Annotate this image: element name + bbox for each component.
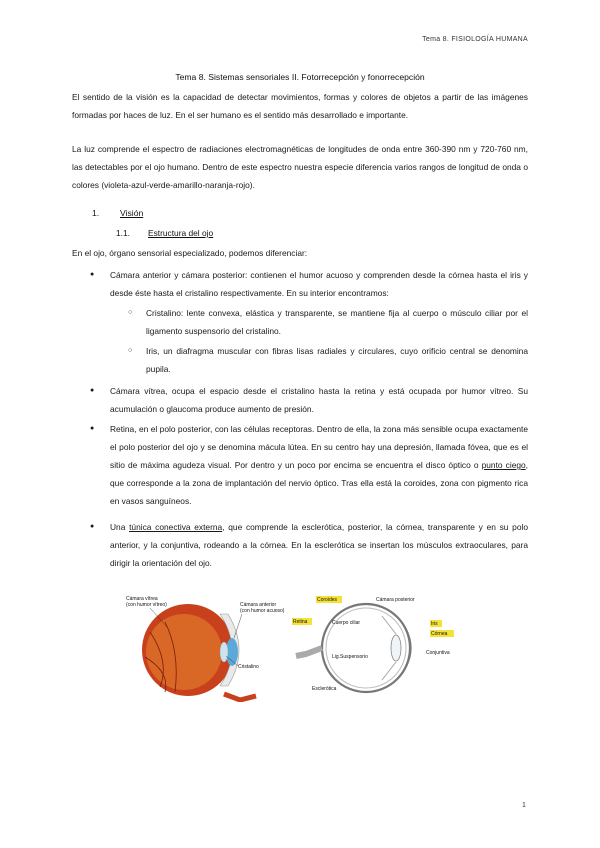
right-labels (292, 596, 454, 692)
label-cristalino: Cristalino (238, 664, 259, 670)
paragraph-vision: El sentido de la visión es la capacidad de detectar movimientos, formas y colores de objetos a partir de las imágenes formadas por haces de luz. En el ser humano es el sentido más desarrollado e importante. (72, 92, 528, 120)
retina-text-b: , que corresponde a la zona de implantación del nervio óptico. Tras ella está la coroides, zona con pigmento rica en vasos sanguíneos. (110, 460, 528, 506)
vitreous-shading (146, 614, 222, 690)
lens-schematic (391, 635, 401, 661)
label-anterior-1: Cámara anterior (240, 602, 277, 608)
intro-text: En el ojo, órgano sensorial especializado, podemos diferenciar: (72, 248, 308, 258)
subsection-number: 1.1. (116, 228, 130, 238)
punto-ciego-term: punto ciego (481, 460, 526, 470)
label-conjuntiva: Conjuntiva (426, 650, 450, 656)
subsection-label: Estructura del ojo (148, 228, 214, 238)
list-item-cristalino: ○ Cristalino: lente convexa, elástica y transparente, se mantiene fija al cuerpo o músculo ciliar por el ligamento suspensorio del cristalino. (146, 304, 528, 340)
tunica-term: túnica conectiva externa (129, 522, 223, 532)
list-item-camaras: ● Cámara anterior y cámara posterior: contienen el humor acuoso y comprenden desde la córnea hasta el iris y desde éste hasta el cristalino respectivamente. En su interior encontramos: (110, 266, 528, 302)
list-item-vitrea: ● Cámara vítrea, ocupa el espacio desde el cristalino hasta la retina y está ocupada por humor vítreo. Su acumulación o glaucoma produce aumento de presión. (110, 382, 528, 418)
label-retina: Retina (293, 619, 308, 625)
label-cuerpo-ciliar: Cuerpo ciliar (332, 620, 361, 626)
section-number: 1. (92, 208, 100, 218)
label-lig-suspensorio: Lig.Suspensorio (332, 654, 368, 660)
label-cornea: Córnea (431, 631, 448, 637)
label-iris: Iris (431, 621, 438, 627)
label-anterior-2: (con humor acuoso) (240, 608, 285, 614)
paragraph-luz: La luz comprende el espectro de radiaciones electromagnéticas de longitudes de onda entre 360-390 nm y 720-760 nm, las detectables por el ojo humano. Dentro de este espectro nuestra especie diferencia varios rangos de longitud de onda o colores (violeta-azul-verde-amarillo-naranja-rojo). (72, 144, 528, 190)
retina-text-a: Retina, en el polo posterior, con las células receptoras. Dentro de ella, la zona más sensible ocupa exactamente el polo posterior del ojo y se denomina mácula lútea. En su centro hay una depresión, llamada fóvea, que es el sitio de máxima agudeza visual. Por dentro y un poco por encima se encuentra el disco óptico o (110, 424, 528, 470)
label-camara-posterior: Cámara posterior (376, 597, 415, 603)
label-coroides: Coroides (317, 597, 338, 603)
optic-nerve-schematic (296, 648, 322, 656)
optic-nerve (224, 694, 256, 700)
page-number: 1 (522, 802, 526, 809)
leader-anterior (234, 614, 242, 638)
page-title: Tema 8. Sistemas sensoriales II. Fotorrecepción y fonorrecepción (175, 72, 425, 82)
tunica-text-a: Una (110, 522, 130, 532)
label-vitrea-2: (con humor vítreo) (126, 602, 167, 608)
label-vitrea-1: Cámara vítrea (126, 596, 158, 602)
list-item-retina (110, 420, 528, 510)
page-header: Tema 8. FISIOLOGÍA HUMANA (422, 36, 528, 43)
eye-anatomy-figure (120, 592, 460, 702)
label-esclerotica: Esclerótica (312, 686, 337, 692)
section-heading (92, 208, 143, 218)
subsection-heading (116, 228, 213, 238)
eye-schematic-right (296, 604, 411, 692)
list-item-iris: ○ Iris, un diafragma muscular con fibras lisas radiales y circulares, cuyo orificio central se denomina pupila. (146, 342, 528, 378)
list-item-tunica (110, 518, 528, 572)
lens-shape (220, 642, 228, 662)
eye-diagram (120, 592, 460, 702)
section-label: Visión (120, 208, 144, 218)
tunica-text-b: , que comprende la esclerótica, posterior, la córnea, transparente y en su polo anterior, y la conjuntiva, rodeando a la córnea. En la esclerótica se insertan los músculos extraoculares, para dirigir la orientación del ojo. (110, 522, 528, 568)
